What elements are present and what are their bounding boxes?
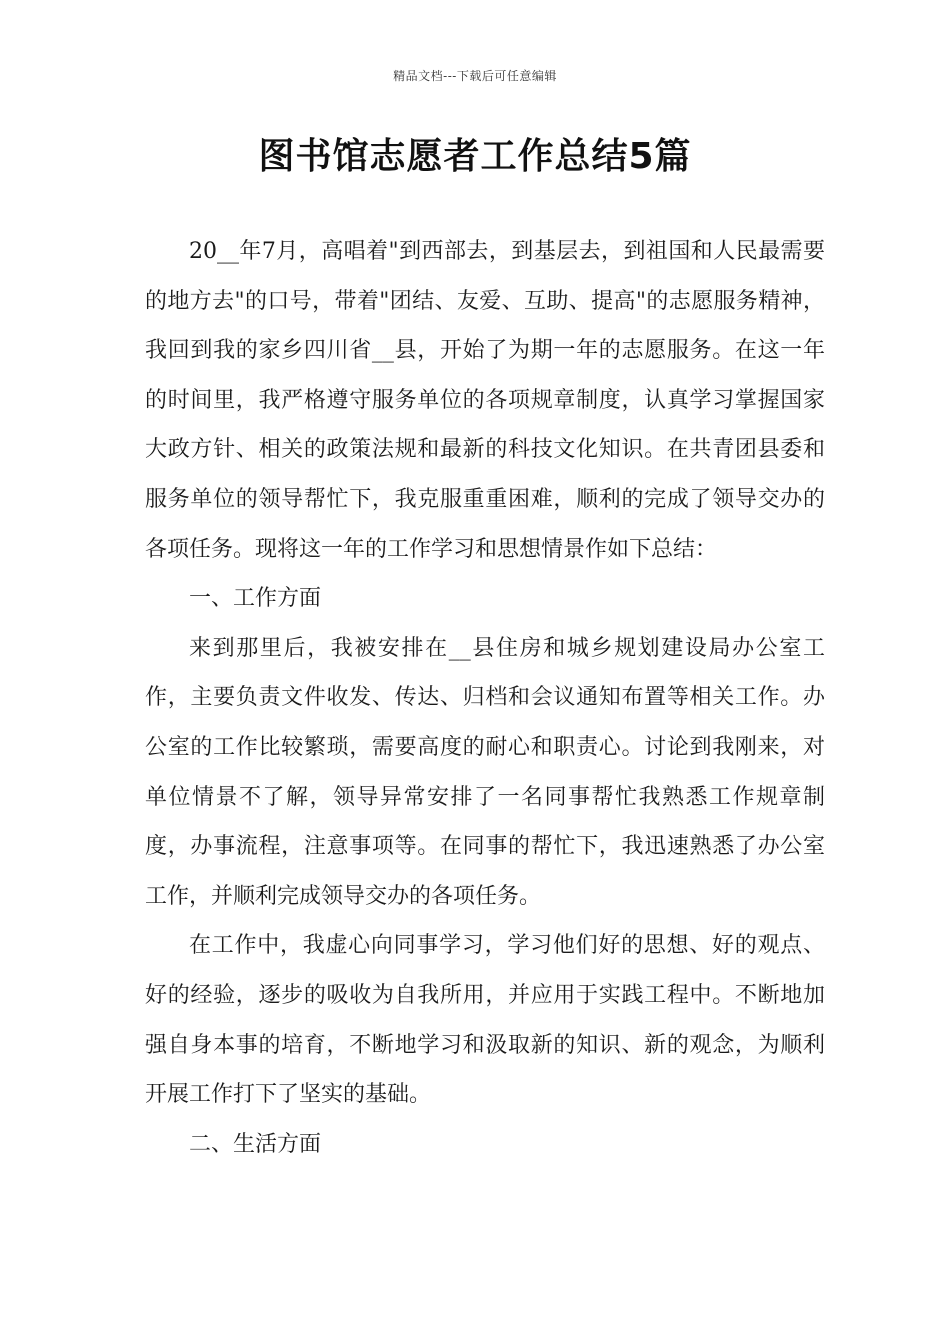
paragraph-work-1: 来到那里后，我被安排在__县住房和城乡规划建设局办公室工作，主要负责文件收发、传达、归档和会议通知布置等相关工作。办公室的工作比较繁琐，需要高度的耐心和职责心。讨论到我刚来，对单位情景不了解，领导异常安排了一名同事帮忙我熟悉工作规章制度，办事流程，注意事项等。在同事的帮忙下，我迅速熟悉了办公室工作，并顺利完成领导交办的各项任务。	[145, 635, 825, 909]
section-heading-life: 二、生活方面	[189, 1131, 322, 1157]
document-body	[145, 227, 825, 1169]
document-title: 图书馆志愿者工作总结5篇	[258, 136, 692, 177]
section-heading-work: 一、工作方面	[189, 586, 322, 612]
header-note: 精品文档---下载后可任意编辑	[393, 69, 557, 83]
paragraph-intro: 20__年7月，高唱着"到西部去，到基层去，到祖国和人民最需要的地方去"的口号，带着"团结、友爱、互助、提高"的志愿服务精神，我回到我的家乡四川省__县，开始了为期一年的志愿服务。在这一年的时间里，我严格遵守服务单位的各项规章制度，认真学习掌握国家大政方针、相关的政策法规和最新的科技文化知识。在共青团县委和服务单位的领导帮忙下，我克服重重困难，顺利的完成了领导交办的各项任务。现将这一年的工作学习和思想情景作如下总结：	[145, 239, 825, 562]
paragraph-work-2: 在工作中，我虚心向同事学习，学习他们好的思想、好的观点、好的经验，逐步的吸收为自我所用，并应用于实践工程中。不断地加强自身本事的培育，不断地学习和汲取新的知识、新的观念，为顺利开展工作打下了坚实的基础。	[145, 933, 825, 1108]
